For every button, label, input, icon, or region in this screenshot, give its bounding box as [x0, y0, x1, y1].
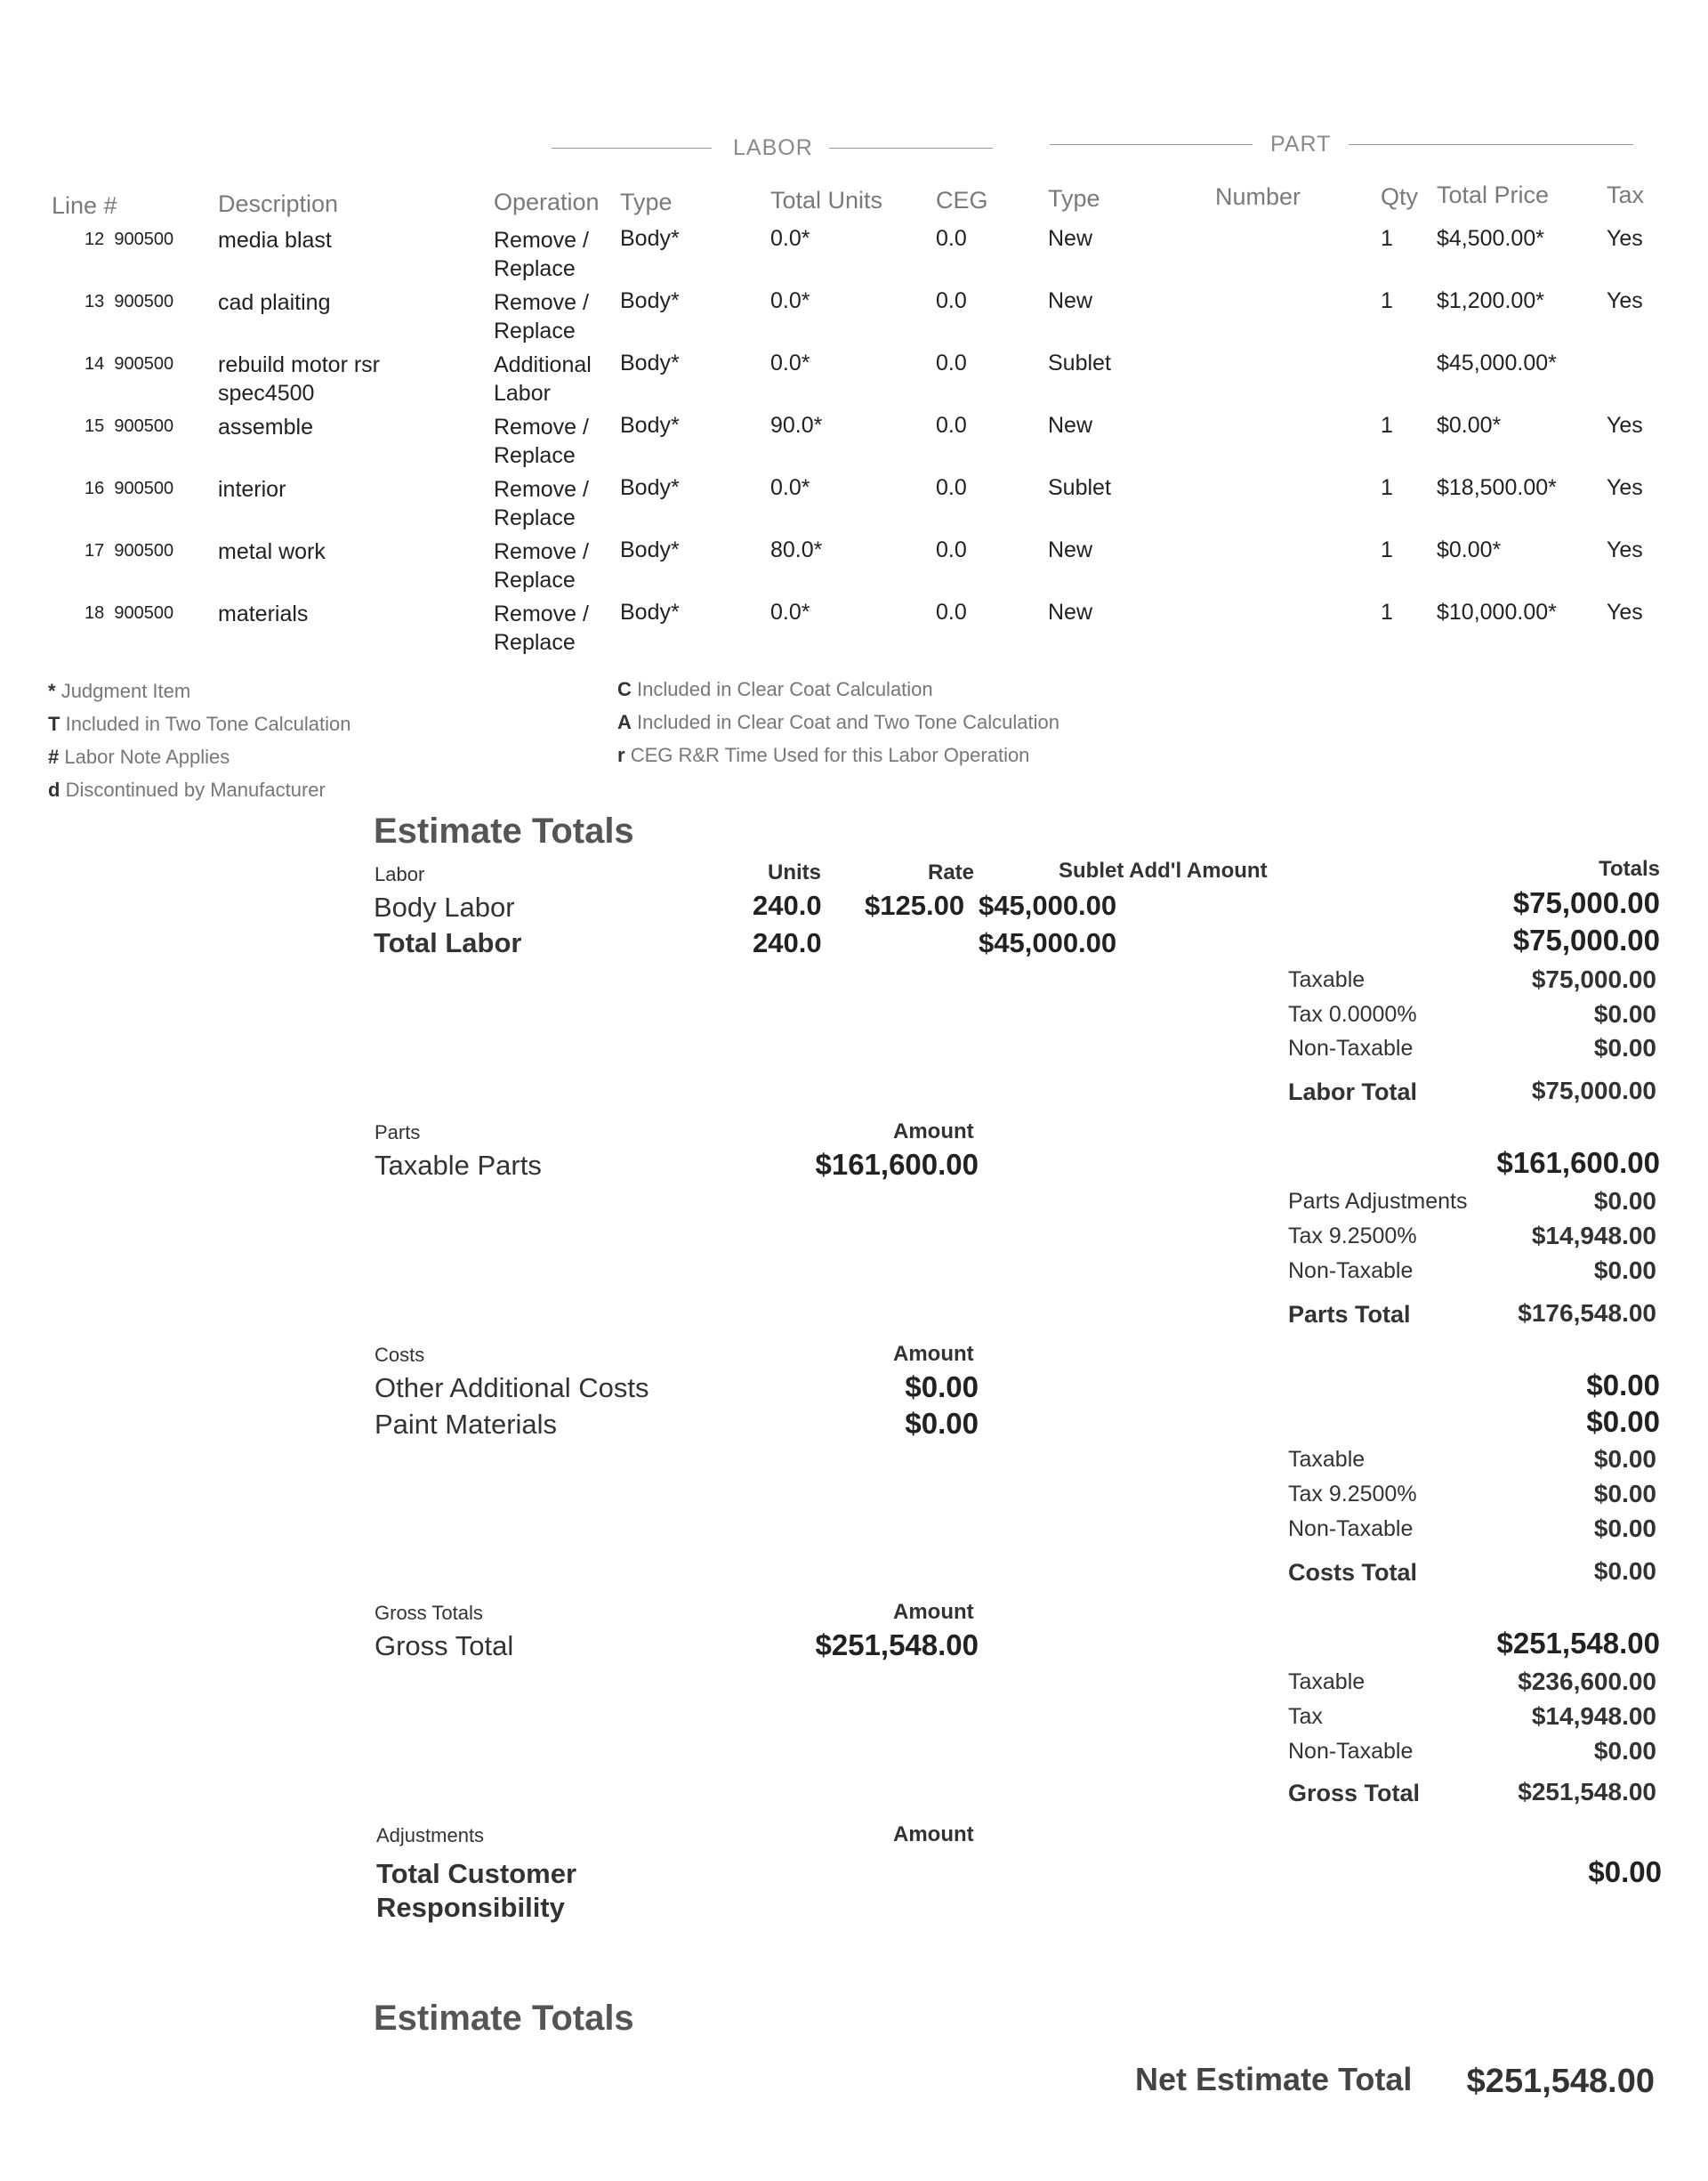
description-cell: cad plaiting	[218, 290, 331, 315]
ceg-cell: 0.0	[936, 537, 967, 562]
tax-cell: Yes	[1607, 288, 1643, 313]
legend-item: C Included in Clear Coat Calculation	[617, 678, 933, 700]
rate-header: Rate	[928, 860, 975, 885]
line-number: 17 900500	[85, 541, 174, 561]
operation-cell: Additional Labor	[494, 352, 592, 406]
gross-taxable-label: Taxable	[1288, 1669, 1366, 1694]
other-costs-total: $0.00	[1586, 1369, 1660, 1401]
qty-cell: 1	[1381, 475, 1393, 500]
final-estimate-totals-title: Estimate Totals	[374, 1999, 634, 2038]
costs-taxable-label: Taxable	[1288, 1447, 1366, 1472]
costs-taxable-value: $0.00	[1593, 1445, 1656, 1473]
description-cell: interior	[218, 477, 286, 502]
gross-summary-total-value: $251,548.00	[1518, 1778, 1656, 1805]
tax-cell: Yes	[1607, 537, 1643, 562]
total-labor-label: Total Labor	[374, 927, 522, 958]
costs-section-label: Costs	[375, 1344, 425, 1366]
total-price-cell: $0.00*	[1437, 537, 1502, 562]
tax-cell: Yes	[1607, 413, 1643, 438]
labor-taxable-value: $75,000.00	[1531, 965, 1656, 993]
total-labor-total: $75,000.00	[1512, 924, 1660, 957]
line-number: 12 900500	[85, 230, 174, 249]
costs-tax-label: Tax 9.2500%	[1288, 1482, 1417, 1507]
costs-total-value: $0.00	[1593, 1557, 1656, 1585]
total-units-cell: 80.0*	[770, 537, 823, 562]
total-labor-units: 240.0	[753, 927, 822, 958]
labor-tax-value: $0.00	[1593, 1000, 1656, 1028]
parts-tax-value: $14,948.00	[1531, 1222, 1656, 1249]
other-costs-label: Other Additional Costs	[375, 1372, 649, 1403]
operation-cell: Remove / Replace	[494, 228, 589, 281]
labor-type-cell: Body*	[620, 351, 680, 376]
total-labor-sublet: $45,000.00	[979, 927, 1117, 958]
total-price-cell: $45,000.00*	[1437, 351, 1557, 376]
legend-right	[617, 673, 1059, 771]
parts-total-label: Parts Total	[1288, 1301, 1411, 1328]
parts-total-value: $176,548.00	[1518, 1299, 1656, 1327]
legend-item: r CEG R&R Time Used for this Labor Operation	[617, 744, 1030, 766]
legend-item: T Included in Two Tone Calculation	[48, 713, 351, 735]
gross-amount-header: Amount	[893, 1600, 974, 1624]
adjustments-amount-header: Amount	[893, 1822, 974, 1846]
table-row	[0, 537, 1708, 600]
costs-nontaxable-label: Non-Taxable	[1288, 1516, 1414, 1541]
costs-nontaxable-value: $0.00	[1593, 1515, 1656, 1542]
part-group-label: PART	[1270, 132, 1332, 157]
body-labor-label: Body Labor	[374, 892, 515, 923]
legend-left	[48, 674, 350, 806]
gross-total-total: $251,548.00	[1496, 1627, 1660, 1660]
description-cell: media blast	[218, 228, 332, 253]
total-units-cell: 0.0*	[770, 475, 810, 500]
part-type-cell: New	[1048, 226, 1093, 251]
ceg-cell: 0.0	[936, 351, 967, 376]
col-header-total-price: Total Price	[1437, 182, 1550, 208]
total-price-cell: $10,000.00*	[1437, 600, 1557, 625]
col-header-total-units: Total Units	[770, 187, 883, 214]
description-cell: metal work	[218, 539, 326, 564]
total-units-cell: 0.0*	[770, 351, 810, 376]
qty-cell: 1	[1381, 537, 1393, 562]
col-header-line: Line #	[52, 192, 117, 219]
customer-responsibility-label-line2: Responsibility	[376, 1892, 565, 1923]
total-price-cell: $0.00*	[1437, 413, 1502, 438]
costs-amount-header: Amount	[893, 1342, 974, 1366]
col-header-part-type: Type	[1048, 185, 1100, 212]
parts-amount-header: Amount	[893, 1119, 974, 1143]
table-row	[0, 226, 1708, 288]
labor-taxable-label: Taxable	[1288, 967, 1366, 992]
part-type-cell: New	[1048, 537, 1093, 562]
parts-nontaxable-label: Non-Taxable	[1288, 1258, 1414, 1283]
line-number: 18 900500	[85, 603, 174, 623]
paint-materials-total: $0.00	[1586, 1405, 1660, 1438]
body-labor-units: 240.0	[753, 890, 822, 921]
operation-cell: Remove / Replace	[494, 539, 589, 593]
labor-total-value: $75,000.00	[1531, 1077, 1656, 1104]
table-row	[0, 600, 1708, 662]
line-number: 15 900500	[85, 416, 174, 436]
part-type-cell: New	[1048, 600, 1093, 625]
ceg-cell: 0.0	[936, 413, 967, 438]
labor-type-cell: Body*	[620, 413, 680, 438]
line-number: 16 900500	[85, 479, 174, 498]
total-units-cell: 90.0*	[770, 413, 823, 438]
labor-nontaxable-label: Non-Taxable	[1288, 1036, 1414, 1061]
ceg-cell: 0.0	[936, 226, 967, 251]
tax-cell: Yes	[1607, 226, 1643, 251]
labor-group-label: LABOR	[733, 135, 813, 160]
col-header-tax: Tax	[1607, 182, 1645, 208]
units-header: Units	[768, 860, 821, 885]
paint-materials-amount: $0.00	[905, 1407, 979, 1440]
table-row	[0, 351, 1708, 413]
legend-item: d Discontinued by Manufacturer	[48, 779, 326, 801]
part-type-cell: Sublet	[1048, 351, 1111, 376]
labor-type-cell: Body*	[620, 226, 680, 251]
paint-materials-label: Paint Materials	[375, 1409, 558, 1440]
table-row	[0, 413, 1708, 475]
tax-cell: Yes	[1607, 600, 1643, 625]
body-labor-sublet: $45,000.00	[979, 890, 1117, 921]
sublet-header: Sublet Add'l Amount	[1059, 859, 1268, 883]
gross-tax-label: Tax	[1288, 1704, 1323, 1729]
description-cell: assemble	[218, 415, 313, 440]
gross-section-label: Gross Totals	[375, 1602, 483, 1624]
total-units-cell: 0.0*	[770, 226, 810, 251]
taxable-parts-total: $161,600.00	[1496, 1146, 1660, 1179]
col-header-operation: Operation	[494, 189, 600, 215]
col-header-ceg: CEG	[936, 187, 988, 214]
adjustments-section-label: Adjustments	[376, 1824, 485, 1846]
customer-responsibility-total: $0.00	[1588, 1855, 1662, 1888]
gross-taxable-value: $236,600.00	[1518, 1668, 1656, 1695]
qty-cell: 1	[1381, 288, 1393, 313]
line-number: 13 900500	[85, 292, 174, 311]
taxable-parts-label: Taxable Parts	[375, 1150, 542, 1181]
labor-type-cell: Body*	[620, 600, 680, 625]
ceg-cell: 0.0	[936, 475, 967, 500]
customer-responsibility-label-line1: Total Customer	[376, 1858, 577, 1889]
part-type-cell: New	[1048, 413, 1093, 438]
parts-adjustments-label: Parts Adjustments	[1288, 1189, 1468, 1214]
col-header-number: Number	[1215, 183, 1301, 210]
totals-header: Totals	[1599, 857, 1660, 881]
part-type-cell: Sublet	[1048, 475, 1111, 500]
total-price-cell: $18,500.00*	[1437, 475, 1557, 500]
qty-cell: 1	[1381, 600, 1393, 625]
operation-cell: Remove / Replace	[494, 477, 589, 530]
parts-nontaxable-value: $0.00	[1593, 1256, 1656, 1284]
qty-cell: 1	[1381, 413, 1393, 438]
taxable-parts-amount: $161,600.00	[815, 1148, 979, 1181]
legend-item: A Included in Clear Coat and Two Tone Calculation	[617, 711, 1059, 733]
table-row	[0, 288, 1708, 351]
labor-type-cell: Body*	[620, 475, 680, 500]
total-units-cell: 0.0*	[770, 600, 810, 625]
labor-type-cell: Body*	[620, 288, 680, 313]
operation-cell: Remove / Replace	[494, 415, 589, 468]
gross-total-label: Gross Total	[375, 1630, 514, 1661]
table-row	[0, 475, 1708, 537]
parts-section-label: Parts	[375, 1121, 421, 1143]
gross-total-amount: $251,548.00	[815, 1628, 979, 1661]
labor-tax-label: Tax 0.0000%	[1288, 1002, 1417, 1027]
ceg-cell: 0.0	[936, 288, 967, 313]
col-header-description: Description	[218, 190, 339, 217]
costs-tax-value: $0.00	[1593, 1480, 1656, 1507]
description-cell: materials	[218, 602, 309, 626]
tax-cell: Yes	[1607, 475, 1643, 500]
net-estimate-total-label: Net Estimate Total	[1135, 2061, 1413, 2097]
total-price-cell: $4,500.00*	[1437, 226, 1544, 251]
parts-adjustments-value: $0.00	[1593, 1187, 1656, 1215]
line-number: 14 900500	[85, 354, 174, 374]
body-labor-rate: $125.00	[865, 890, 965, 921]
labor-type-cell: Body*	[620, 537, 680, 562]
estimate-totals-title: Estimate Totals	[374, 812, 634, 851]
legend-item: * Judgment Item	[48, 680, 191, 702]
total-price-cell: $1,200.00*	[1437, 288, 1544, 313]
legend-item: # Labor Note Applies	[48, 746, 230, 768]
operation-cell: Remove / Replace	[494, 602, 589, 655]
qty-cell: 1	[1381, 226, 1393, 251]
gross-summary-total-label: Gross Total	[1288, 1780, 1421, 1806]
col-header-qty: Qty	[1381, 183, 1419, 210]
labor-nontaxable-value: $0.00	[1593, 1034, 1656, 1062]
ceg-cell: 0.0	[936, 600, 967, 625]
gross-nontaxable-label: Non-Taxable	[1288, 1739, 1414, 1764]
description-cell: rebuild motor rsr spec4500	[218, 352, 380, 406]
gross-nontaxable-value: $0.00	[1593, 1737, 1656, 1765]
part-type-cell: New	[1048, 288, 1093, 313]
col-header-type: Type	[620, 189, 673, 215]
labor-section-label: Labor	[375, 863, 425, 885]
total-units-cell: 0.0*	[770, 288, 810, 313]
operation-cell: Remove / Replace	[494, 290, 589, 343]
gross-tax-value: $14,948.00	[1531, 1702, 1656, 1730]
costs-total-label: Costs Total	[1288, 1559, 1418, 1586]
labor-total-label: Labor Total	[1288, 1078, 1417, 1105]
net-estimate-total-value: $251,548.00	[1466, 2063, 1655, 2100]
other-costs-amount: $0.00	[905, 1370, 979, 1403]
body-labor-total: $75,000.00	[1512, 886, 1660, 919]
parts-tax-label: Tax 9.2500%	[1288, 1224, 1417, 1248]
